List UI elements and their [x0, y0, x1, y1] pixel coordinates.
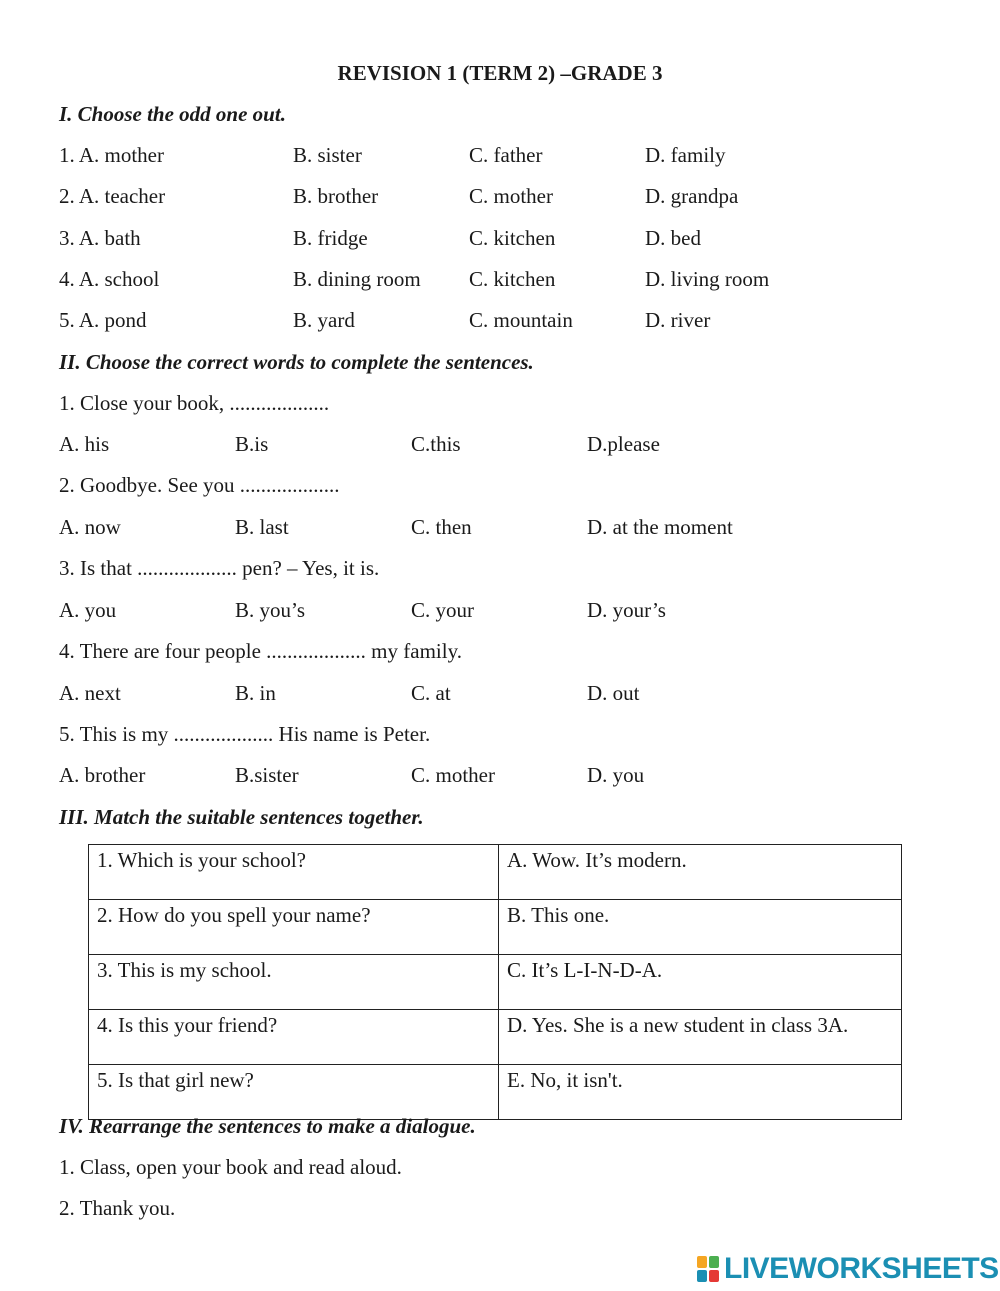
option-b: B. last: [235, 515, 289, 539]
option-c: C. kitchen: [469, 267, 556, 291]
section-1-heading: I. Choose the odd one out.: [59, 102, 286, 126]
answer-cell: A. Wow. It’s modern.: [499, 845, 902, 900]
odd-one-out-row-2: [0, 183, 1000, 209]
option-b: B. yard: [293, 308, 355, 332]
section-2-heading: II. Choose the correct words to complete the sentences.: [59, 350, 534, 374]
option-d: D. at the moment: [587, 515, 733, 539]
question-5: 5. This is my ................... His name is Peter.: [59, 722, 431, 746]
liveworksheets-logo-icon: [697, 1256, 721, 1282]
question-cell: 1. Which is your school?: [89, 845, 499, 900]
option-d: D. river: [645, 308, 711, 332]
question-1: 1. Close your book, ...................: [59, 391, 330, 415]
answer-cell: D. Yes. She is a new student in class 3A.: [499, 1010, 902, 1065]
option-b: B. you’s: [235, 598, 306, 622]
option-c: C. kitchen: [469, 226, 556, 250]
option-a: A. now: [59, 515, 121, 539]
option-d: D. your’s: [587, 598, 666, 622]
question-5-options: [0, 762, 1000, 788]
odd-one-out-row-1: [0, 142, 1000, 168]
dialogue-line-2: 2. Thank you.: [59, 1196, 176, 1220]
question-cell: 5. Is that girl new?: [89, 1065, 499, 1120]
option-b: B. in: [235, 681, 276, 705]
option-a: 3. A. bath: [59, 226, 141, 250]
option-d: D. family: [645, 143, 726, 167]
table-row: [89, 1010, 902, 1065]
dialogue-line-1: 1. Class, open your book and read aloud.: [59, 1155, 402, 1179]
option-c: C.this: [411, 432, 461, 456]
option-d: D. you: [587, 763, 645, 787]
matching-table: [88, 844, 902, 1120]
option-d: D.please: [587, 432, 660, 456]
option-c: C. mother: [469, 184, 553, 208]
option-b: B.is: [235, 432, 269, 456]
section-3-heading: III. Match the suitable sentences together.: [59, 805, 424, 829]
option-c: C. then: [411, 515, 472, 539]
option-c: C. mother: [411, 763, 495, 787]
option-a: 4. A. school: [59, 267, 160, 291]
option-c: C. at: [411, 681, 451, 705]
question-2: 2. Goodbye. See you ...................: [59, 473, 340, 497]
question-cell: 4. Is this your friend?: [89, 1010, 499, 1065]
question-cell: 2. How do you spell your name?: [89, 900, 499, 955]
option-a: A. brother: [59, 763, 146, 787]
option-a: A. his: [59, 432, 110, 456]
option-a: 2. A. teacher: [59, 184, 166, 208]
worksheet-title: REVISION 1 (TERM 2) –GRADE 3: [337, 61, 663, 85]
option-c: C. your: [411, 598, 474, 622]
question-cell: 3. This is my school.: [89, 955, 499, 1010]
question-1-options: [0, 431, 1000, 457]
question-4: 4. There are four people ................... my family.: [59, 639, 462, 663]
question-3-options: [0, 597, 1000, 623]
option-b: B. sister: [293, 143, 362, 167]
table-row: [89, 955, 902, 1010]
option-a: 1. A. mother: [59, 143, 164, 167]
answer-cell: B. This one.: [499, 900, 902, 955]
option-d: D. grandpa: [645, 184, 739, 208]
option-d: D. bed: [645, 226, 701, 250]
option-b: B. brother: [293, 184, 379, 208]
option-c: C. mountain: [469, 308, 573, 332]
option-d: D. living room: [645, 267, 770, 291]
section-4-heading: IV. Rearrange the sentences to make a dialogue.: [59, 1114, 476, 1138]
question-3: 3. Is that ................... pen? – Yes, it is.: [59, 556, 380, 580]
logo-text: LIVEWORKSHEETS: [724, 1252, 999, 1285]
table-row: [89, 900, 902, 955]
answer-cell: E. No, it isn't.: [499, 1065, 902, 1120]
odd-one-out-row-4: [0, 266, 1000, 292]
option-b: B.sister: [235, 763, 299, 787]
table-row: [89, 845, 902, 900]
option-d: D. out: [587, 681, 640, 705]
option-c: C. father: [469, 143, 543, 167]
answer-cell: C. It’s L-I-N-D-A.: [499, 955, 902, 1010]
question-2-options: [0, 514, 1000, 540]
question-4-options: [0, 680, 1000, 706]
option-b: B. dining room: [293, 267, 421, 291]
option-a: A. you: [59, 598, 117, 622]
option-b: B. fridge: [293, 226, 368, 250]
odd-one-out-row-3: [0, 225, 1000, 251]
odd-one-out-row-5: [0, 307, 1000, 333]
table-row: [89, 1065, 902, 1120]
option-a: A. next: [59, 681, 121, 705]
option-a: 5. A. pond: [59, 308, 147, 332]
